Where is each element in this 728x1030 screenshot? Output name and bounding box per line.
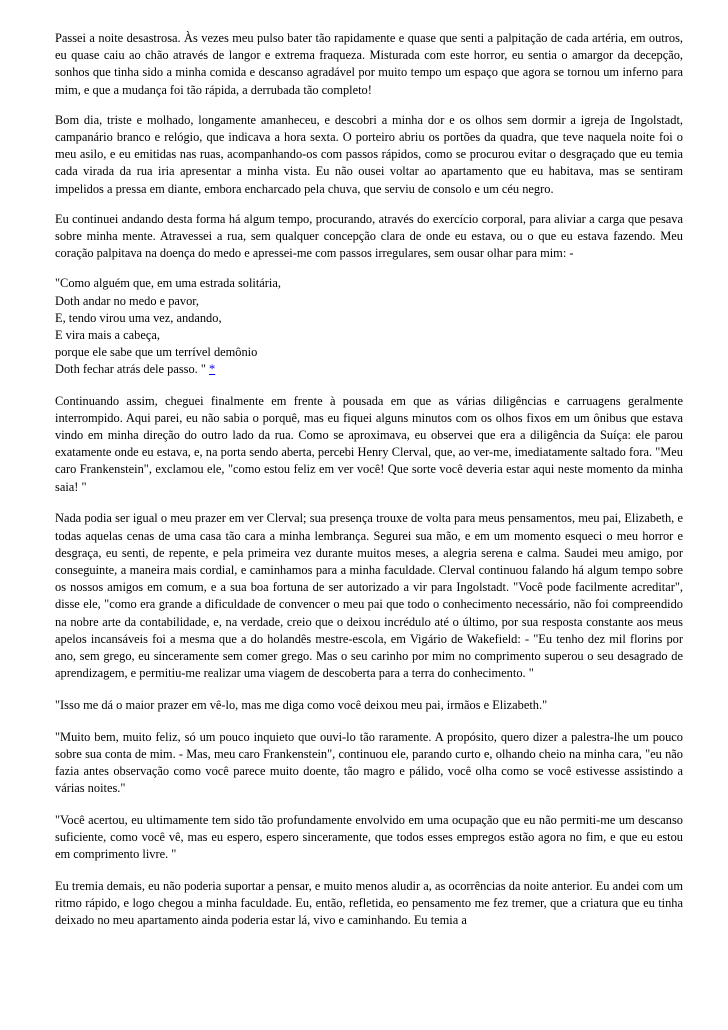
paragraph: Continuando assim, cheguei finalmente em frente à pousada em que as várias diligências e carruagens geralmente interrompido. Aqui parei, eu não sabia o porquê, mas eu fiquei alguns minutos com os olhos fixos em um ônibus que estava vindo em minha direção do outro lado da rua. Como se aproximava, eu observei que era a diligência da Suíça: ele parou exatamente onde eu estava, e, na porta sendo aberta, percebi Henry Clerval, que, ao ver-me, imediatamente saltado fora. "Meu caro Frankenstein", exclamou ele, "como estou feliz em ver você! Que sorte você deveria estar aqui neste momento da minha saia! " [55, 393, 683, 494]
paragraph: Eu continuei andando desta forma há algum tempo, procurando, através do exercício corporal, para aliviar a carga que pesava sobre minha mente. Atravessei a rua, sem qualquer concepção clara de onde eu estava, ou o que eu estava fazendo. Meu coração palpitava na doença do medo e apressei-me com passos irregulares, sem ousar olhar para mim: - [55, 211, 683, 261]
paragraph: Passei a noite desastrosa. Às vezes meu pulso bater tão rapidamente e quase que senti a palpitação de cada artéria, em outros, eu quase caiu ao chão através de langor e extrema fraqueza. Misturada com este horror, eu sentia o amargor da decepção, sonhos que tinha sido a minha comida e descanso agradável por muito tempo um espaço que agora se tornou um inferno para mim, e que a mudança foi tão rápida, a derrubada tão completo! [55, 31, 683, 97]
poem-last-line [55, 361, 683, 378]
poem-line: E, tendo virou uma vez, andando, [55, 310, 222, 325]
poem-line: porque ele sabe que um terrível demônio [55, 345, 258, 360]
poem-line: "Como alguém que, em uma estrada solitária, [55, 276, 281, 291]
poem-quote [55, 275, 683, 378]
paragraph: Nada podia ser igual o meu prazer em ver Clerval; sua presença trouxe de volta para meus pensamentos, meu pai, Elizabeth, e todas aquelas cenas de uma casa tão cara a minha lembrança. Segurei sua mão, e em um momento esqueci o meu horror e desgraça, eu senti, de repente, e pela primeira vez durante muitos meses, a alegria serena e calma. Saudei meu amigo, por conseguinte, a maneira mais cordial, e caminhamos para a minha faculdade. Clerval continuou falando há algum tempo sobre os nossos amigos em comum, e a sua boa fortuna de ser autorizado a vir para Ingolstadt. "Você pode facilmente acreditar", disse ele, "como era grande a dificuldade de convencer o meu pai que todo o conhecimento necessário, não foi compreendido na nobre arte da contabilidade, e, na verdade, creio que o deixou incrédulo até o último, por sua resposta constante aos meus apelos incansáveis foi a mesma que a do holandês mestre-escola, em Vigário de Wakefield: - "Eu tenho dez mil florins por ano, sem grego, eu sinceramente sem comer grego. Mas o seu carinho por mim no comprimento superou o seu desagrado de aprendizagem, e permitiu-me realizar uma viagem de descoberta para a terra do conhecimento. " [55, 511, 683, 681]
paragraph: Bom dia, triste e molhado, longamente amanheceu, e descobri a minha dor e os olhos sem dormir a igreja de Ingolstadt, campanário branco e relógio, que indicava a hora sexta. O porteiro abriu os portões da quadra, que teve naquela noite foi o meu asilo, e eu emitidas nas ruas, acompanhando-os com passos rápidos, como se procurou evitar o desgraçado que eu temia cada virada da rua iria apresentar a minha vista. Eu não ousei voltar ao apartamento que eu habitava, mas se sentiram impelidos a pressa em diante, embora encharcado pela chuva, que serviu de consolo e um céu negro. [55, 112, 683, 196]
poem-line: E vira mais a cabeça, [55, 328, 160, 343]
paragraph: "Você acertou, eu ultimamente tem sido tão profundamente envolvido em uma ocupação que eu não permiti-me um descanso suficiente, como você vê, mas eu espero, espero sinceramente, que todos esses empregos estão agora no fim, e que eu estou em comprimento livre. " [55, 812, 683, 862]
footnote-link[interactable]: * [209, 362, 216, 377]
poem-line: Doth andar no medo e pavor, [55, 293, 200, 308]
paragraph: "Isso me dá o maior prazer em vê-lo, mas me diga como você deixou meu pai, irmãos e Elizabeth." [55, 697, 548, 712]
paragraph: "Muito bem, muito feliz, só um pouco inquieto que ouvi-lo tão raramente. A propósito, quero dizer a palestra-lhe um pouco sobre sua conta de mim. - Mas, meu caro Frankenstein", continuou ele, parando curto e, olhando cheio na minha cara, "eu não fazia antes observação como você parece muito doente, tão magro e pálido, você olha como se você estivesse assistindo a várias noites." [55, 729, 683, 796]
poem-line-text: Doth fechar atrás dele passo. " [55, 362, 210, 377]
paragraph: Eu tremia demais, eu não poderia suportar a pensar, e muito menos aludir a, as ocorrências da noite anterior. Eu andei com um ritmo rápido, e logo chegou a minha faculdade. Eu, então, refletida, eo pensamento me fez tremer, que a criatura que eu tinha deixado no meu apartamento ainda poderia estar lá, vivo e caminhando. Eu temia a [55, 879, 683, 928]
document-page [55, 30, 683, 930]
